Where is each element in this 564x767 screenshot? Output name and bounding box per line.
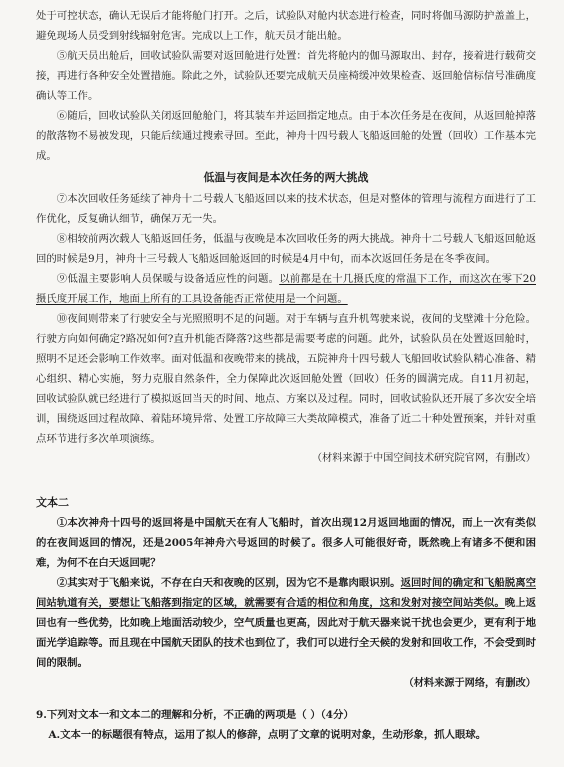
text1-source: （材料来源于中国空间技术研究院官网，有删改）: [311, 453, 536, 464]
paragraph-9: [36, 269, 536, 309]
text2-paragraph-2-lead: ②其实对于飞船来说，不存在白天和夜晚的区别，因为它不是靠肉眼识别。: [56, 577, 401, 589]
paragraph-5: ⑤航天员出舱后，回收试验队需要对返回舱进行处置：首先将舱内的伽马源取出、封存，接着进行载荷交接，再进行各种安全处置措施。除此之外，试验队还要完成航天员座椅缓冲效果检查、返回舱信标信号准确度确认等工作。: [36, 50, 536, 102]
text2-paragraph-2: [36, 573, 536, 673]
paragraph-7: ⑦本次回收任务延续了神舟十二号载人飞船返回以来的技术状态，但是对整体的管理与流程方面进行了工作优化，反复确认细节，确保万无一失。: [36, 193, 536, 225]
text2-title: 文本二: [36, 496, 69, 509]
question-9-stem: 9.下列对文本一和文本二的理解和分析，不正确的两项是（ ）（4分）: [36, 709, 354, 721]
paragraph-9-underlined: 以前都是在十几摄氏度的常温下工作，而这次在零下20摄氏度开展工作，地面上所有的工具设备能否正常使用是一个问题。: [36, 273, 536, 305]
paragraph-10: ⑩夜间则带来了行驶安全与光照照明不足的问题。对于车辆与直升机驾驶来说，夜间的戈壁滩十分危险。行驶方向如何确定?路况如何?直升机能否降落?这些都是需要考虑的问题。此外，试验队员在处置返回舱时，照明不足还会影响工作效率。面对低温和夜晚带来的挑战，五院神舟十四号载人飞船回收试验队精心准备、精心组织、精心实施，努力克服自然条件，全力保障此次返回舱处置（回收）任务的圆满完成。自11月初起，回收试验队就已经进行了模拟返回当天的时间、地点、方案以及过程。同时，回收试验队还开展了多次安全培训，围绕返回过程故障、着陆环境异常、处置工序故障三大类故障模式，准备了近二十种处置预案，并针对重点环节进行多次单项演练。: [36, 313, 536, 445]
text2-paragraph-1: ①本次神舟十四号的返回将是中国航天在有人飞船时，首次出现12月返回地面的情况，而上一次有类似的在夜间返回的情况，还是2005年神舟六号返回的时候了。很多人可能很好奇，既然晚上有诸多不便和困难，为何不在白天返回呢？: [36, 517, 536, 569]
paragraph-9-lead: ⑨低温主要影响人员保暖与设备适应性的问题。: [56, 273, 280, 285]
text2-paragraph-2-rest: 晚上返回也有一些优势，比如晚上地面活动较少，空气质量也更高，因此对于航天器来说干扰也会更少，更有利于地面光学追踪等。而且现在中国航天团队的技术也到位了，我们可以进行全天候的发射和回收工作，不会受到时间的限制。: [36, 597, 537, 669]
paragraph-continued: 处于可控状态，确认无误后才能将舱门打开。之后，试验队对舱内状态进行检查，同时将伽马源防护盖盖上，避免现场人员受到射线辐射危害。完成以上工作，航天员才能出舱。: [36, 10, 536, 42]
paragraph-8: ⑧相较前两次载人飞船返回任务，低温与夜晚是本次回收任务的两大挑战。神舟十二号载人飞船返回舱返回的时候是9月，神舟十三号载人飞船返回舱返回的时候是4月中旬，而本次返回任务是在冬季夜间。: [36, 233, 536, 265]
section-heading: 低温与夜间是本次任务的两大挑战: [203, 171, 369, 184]
text2-source: （材料来源于网络，有删改）: [403, 677, 536, 689]
text2-paragraph-2-underlined: 返回时间的确定和飞船脱离空间站轨道有关，要想让飞船落到指定的区域，就需要有合适的相位和角度，这和发射对接空间站类似。: [36, 577, 536, 609]
question-9-option-a: A.文本一的标题很有特点，运用了拟人的修辞，点明了文章的说明对象，生动形象，抓人眼球。: [48, 729, 487, 741]
paragraph-6: ⑥随后，回收试验队关闭返回舱舱门，将其装车并运回指定地点。由于本次任务是在夜间，从返回舱掉落的散落物不易被发现，只能后续通过搜索寻回。至此，神舟十四号载人飞船返回舱的处置（回收）工作基本完成。: [36, 110, 536, 162]
